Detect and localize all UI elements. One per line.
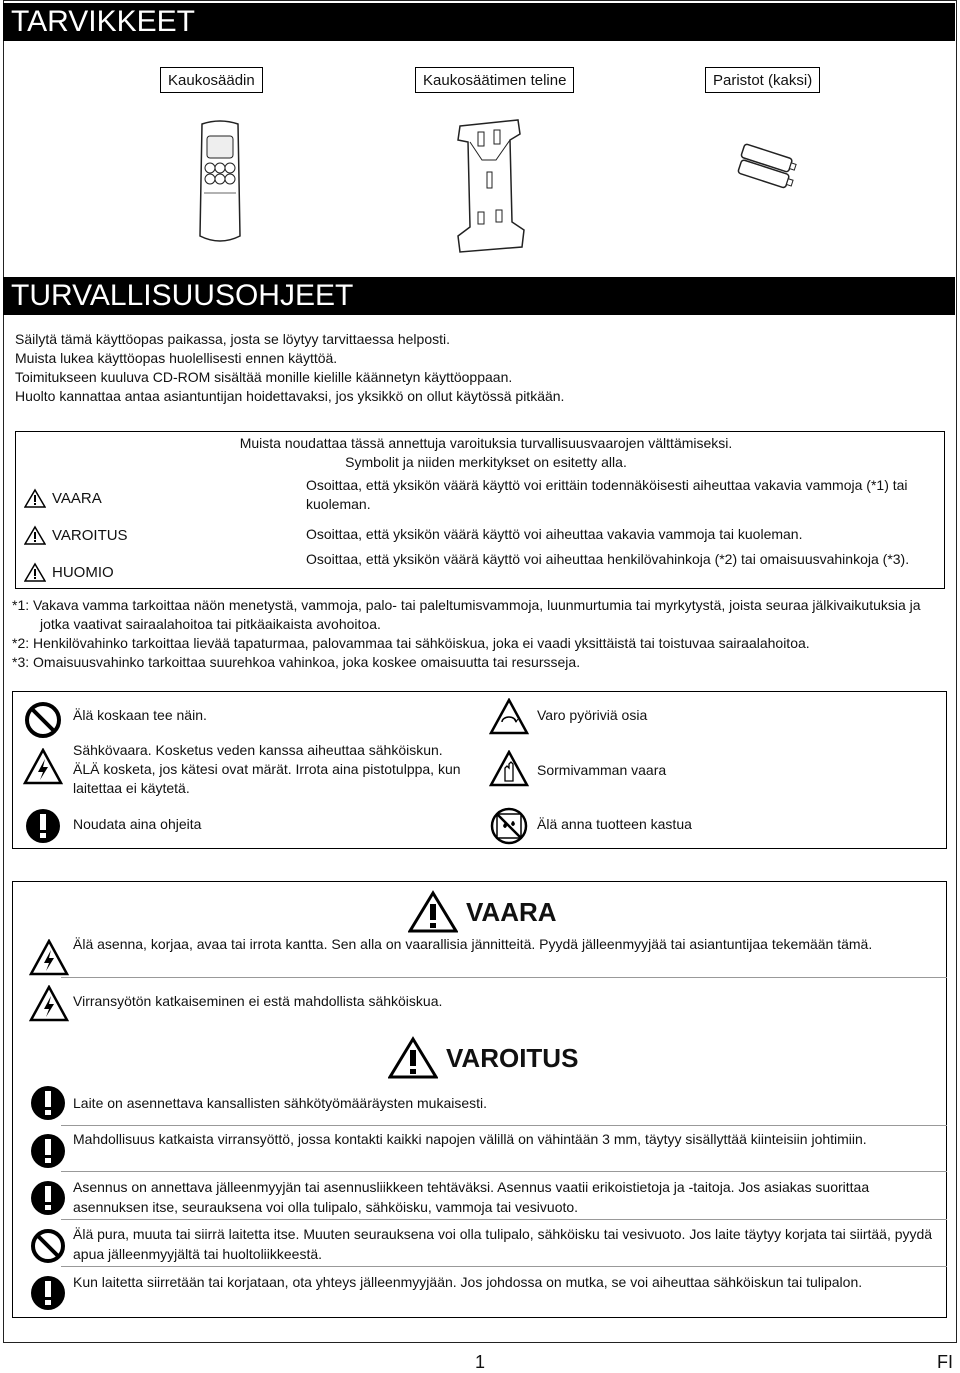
remote-holder-image	[440, 112, 540, 257]
footnote: *1: Vakava vamma tarkoittaa näön menetystä, vammoja, palo- tai paleltumisvammoja, luunmurtumia tai myrkytystä, joista seuraa jälkivaikutuksia ja jotka vaativat sairaalahoitoa tai pitkäaikaista avohoitoa.	[12, 597, 921, 632]
danger-item: Älä asenna, korjaa, avaa tai irrota kantta. Sen alla on vaarallisia jännitteitä. Pyydä jälleenmyyjää tai asiantuntijaa tekemään tämä.	[73, 936, 873, 952]
intro-line: Muista lukea käyttöopas huolellisesti ennen käyttöä.	[15, 350, 338, 366]
warning-triangle-icon	[24, 562, 46, 582]
danger-item: Virransyötön katkaiseminen ei estä mahdollista sähköiskua.	[73, 993, 443, 1009]
signal-danger	[24, 488, 102, 508]
legend-finger-text: Sormivamman vaara	[537, 762, 667, 778]
danger-title: VAARA	[466, 896, 557, 927]
mandatory-action-icon	[29, 1179, 67, 1217]
rotating-parts-icon	[489, 698, 529, 736]
mandatory-action-icon	[29, 1084, 67, 1122]
prohibition-icon	[29, 1227, 67, 1265]
prohibition-icon	[23, 700, 63, 740]
intro-line: Huolto kannattaa antaa asiantuntijan hoidettavaksi, jos yksikkö on ollut käytössä pitkään.	[15, 388, 565, 404]
electric-shock-icon	[23, 748, 63, 786]
batteries-image	[728, 140, 808, 200]
signal-label: HUOMIO	[52, 563, 114, 581]
signal-description: Osoittaa, että yksikön väärä käyttö voi aiheuttaa vakavia vammoja tai kuoleman.	[306, 526, 803, 542]
footnotes	[12, 596, 947, 672]
warning-item: Kun laitetta siirretään tai korjataan, ota yhteys jälleenmyyjään. Jos johdossa on mutka, se voi aiheuttaa sähköiskun tai tulipalon.	[73, 1274, 863, 1290]
warning-item: Älä pura, muuta tai siirrä laitetta itse. Muuten seurauksena voi olla tulipalo, sähköisku tai vesivuoto. Jos laite täytyy korjata tai siirtää, pyydä apua jälleenmyyjältä tai huoltoliikkeestä.	[73, 1226, 933, 1262]
mandatory-action-icon	[29, 1274, 67, 1312]
legend-mandatory-text: Noudata aina ohjeita	[73, 816, 202, 832]
warning-title: VAROITUS	[446, 1042, 579, 1073]
accessory-label-remote: Kaukosäädin	[160, 67, 263, 93]
intro-line: Säilytä tämä käyttöopas paikassa, josta se löytyy tarvittaessa helposti.	[15, 331, 450, 347]
electric-shock-icon	[29, 939, 69, 977]
divider	[61, 977, 947, 978]
symbol-legend	[12, 691, 947, 849]
accessories-header	[3, 3, 955, 41]
electric-shock-icon	[29, 985, 69, 1023]
safety-intro	[15, 330, 564, 406]
signal-label: VAROITUS	[52, 526, 128, 544]
mandatory-action-icon	[23, 806, 63, 846]
language-code: FI	[937, 1352, 953, 1372]
danger-heading	[408, 890, 557, 934]
signal-description: Osoittaa, että yksikön väärä käyttö voi erittäin todennäköisesti aiheuttaa vakavia vammoja (*1) tai kuoleman.	[306, 477, 908, 512]
divider	[61, 1219, 947, 1220]
warning-item: Laite on asennettava kansallisten sähkötyömääräysten mukaisesti.	[73, 1095, 488, 1111]
safety-header	[3, 277, 955, 315]
page-number: 1	[475, 1352, 486, 1372]
footnote: *3: Omaisuusvahinko tarkoittaa suurehkoa vahinkoa, joka koskee omaisuutta tai resursseja.	[12, 654, 581, 670]
signal-label: VAARA	[52, 489, 102, 507]
legend-nowet-text: Älä anna tuotteen kastua	[537, 816, 692, 832]
signal-description: Osoittaa, että yksikön väärä käyttö voi aiheuttaa henkilövahinkoja (*2) tai omaisuusvahinkoja (*3).	[306, 551, 910, 567]
warning-heading	[388, 1036, 578, 1080]
warning-item: Mahdollisuus katkaista virransyöttö, jossa kontakti kaikki napojen välillä on vähintään 3 mm, täytyy sisällyttää kiinteisiin johtimiin.	[73, 1131, 867, 1147]
divider	[61, 1171, 947, 1172]
legend-prohibit-text: Älä koskaan tee näin.	[73, 707, 207, 723]
warning-triangle-icon	[408, 890, 458, 934]
accessory-label-holder: Kaukosäätimen teline	[415, 67, 574, 93]
divider	[61, 1125, 947, 1126]
do-not-wet-icon	[489, 806, 529, 846]
signal-header-line: Symbolit ja niiden merkitykset on esitetty alla.	[345, 454, 627, 470]
signal-caution	[24, 562, 114, 582]
warning-item: Asennus on annettava jälleenmyyjän tai asennusliikkeen tehtäväksi. Asennus vaatii erikoistietoja ja -taitoja. Jos asiakas suorittaa asennuksen itse, seurauksena voi olla tulipalo, sähköisku, vammoja tai vesivuoto.	[73, 1179, 870, 1215]
mandatory-action-icon	[29, 1132, 67, 1170]
legend-rotating-text: Varo pyöriviä osia	[537, 707, 648, 723]
intro-line: Toimitukseen kuuluva CD-ROM sisältää monille kielille käännetyn käyttöoppaan.	[15, 369, 513, 385]
safety-title: TURVALLISUUSOHJEET	[11, 279, 354, 312]
divider	[61, 1266, 947, 1267]
finger-injury-icon	[489, 750, 529, 788]
footnote: *2: Henkilövahinko tarkoittaa lievää tapaturmaa, palovammaa tai sähköiskua, joka ei vaadi yksittäistä tai toistuvaa sairaalahoitoa.	[12, 635, 810, 651]
accessories-title: TARVIKKEET	[11, 5, 195, 38]
warning-triangle-icon	[388, 1036, 438, 1080]
warning-triangle-icon	[24, 525, 46, 545]
hazard-box	[12, 881, 947, 1318]
signal-header-line: Muista noudattaa tässä annettuja varoituksia turvallisuusvaarojen välttämiseksi.	[239, 435, 733, 451]
legend-shock-text: Sähkövaara. Kosketus veden kanssa aiheuttaa sähköiskun. ÄLÄ kosketa, jos kätesi ovat märät. Irrota aina pistotulppa, kun laitettaa ei käytetä.	[73, 742, 461, 796]
warning-triangle-icon	[24, 488, 46, 508]
signal-warning	[24, 525, 128, 545]
signal-word-table	[15, 431, 945, 589]
remote-control-image	[190, 118, 250, 248]
accessory-label-batteries: Paristot (kaksi)	[705, 67, 820, 93]
